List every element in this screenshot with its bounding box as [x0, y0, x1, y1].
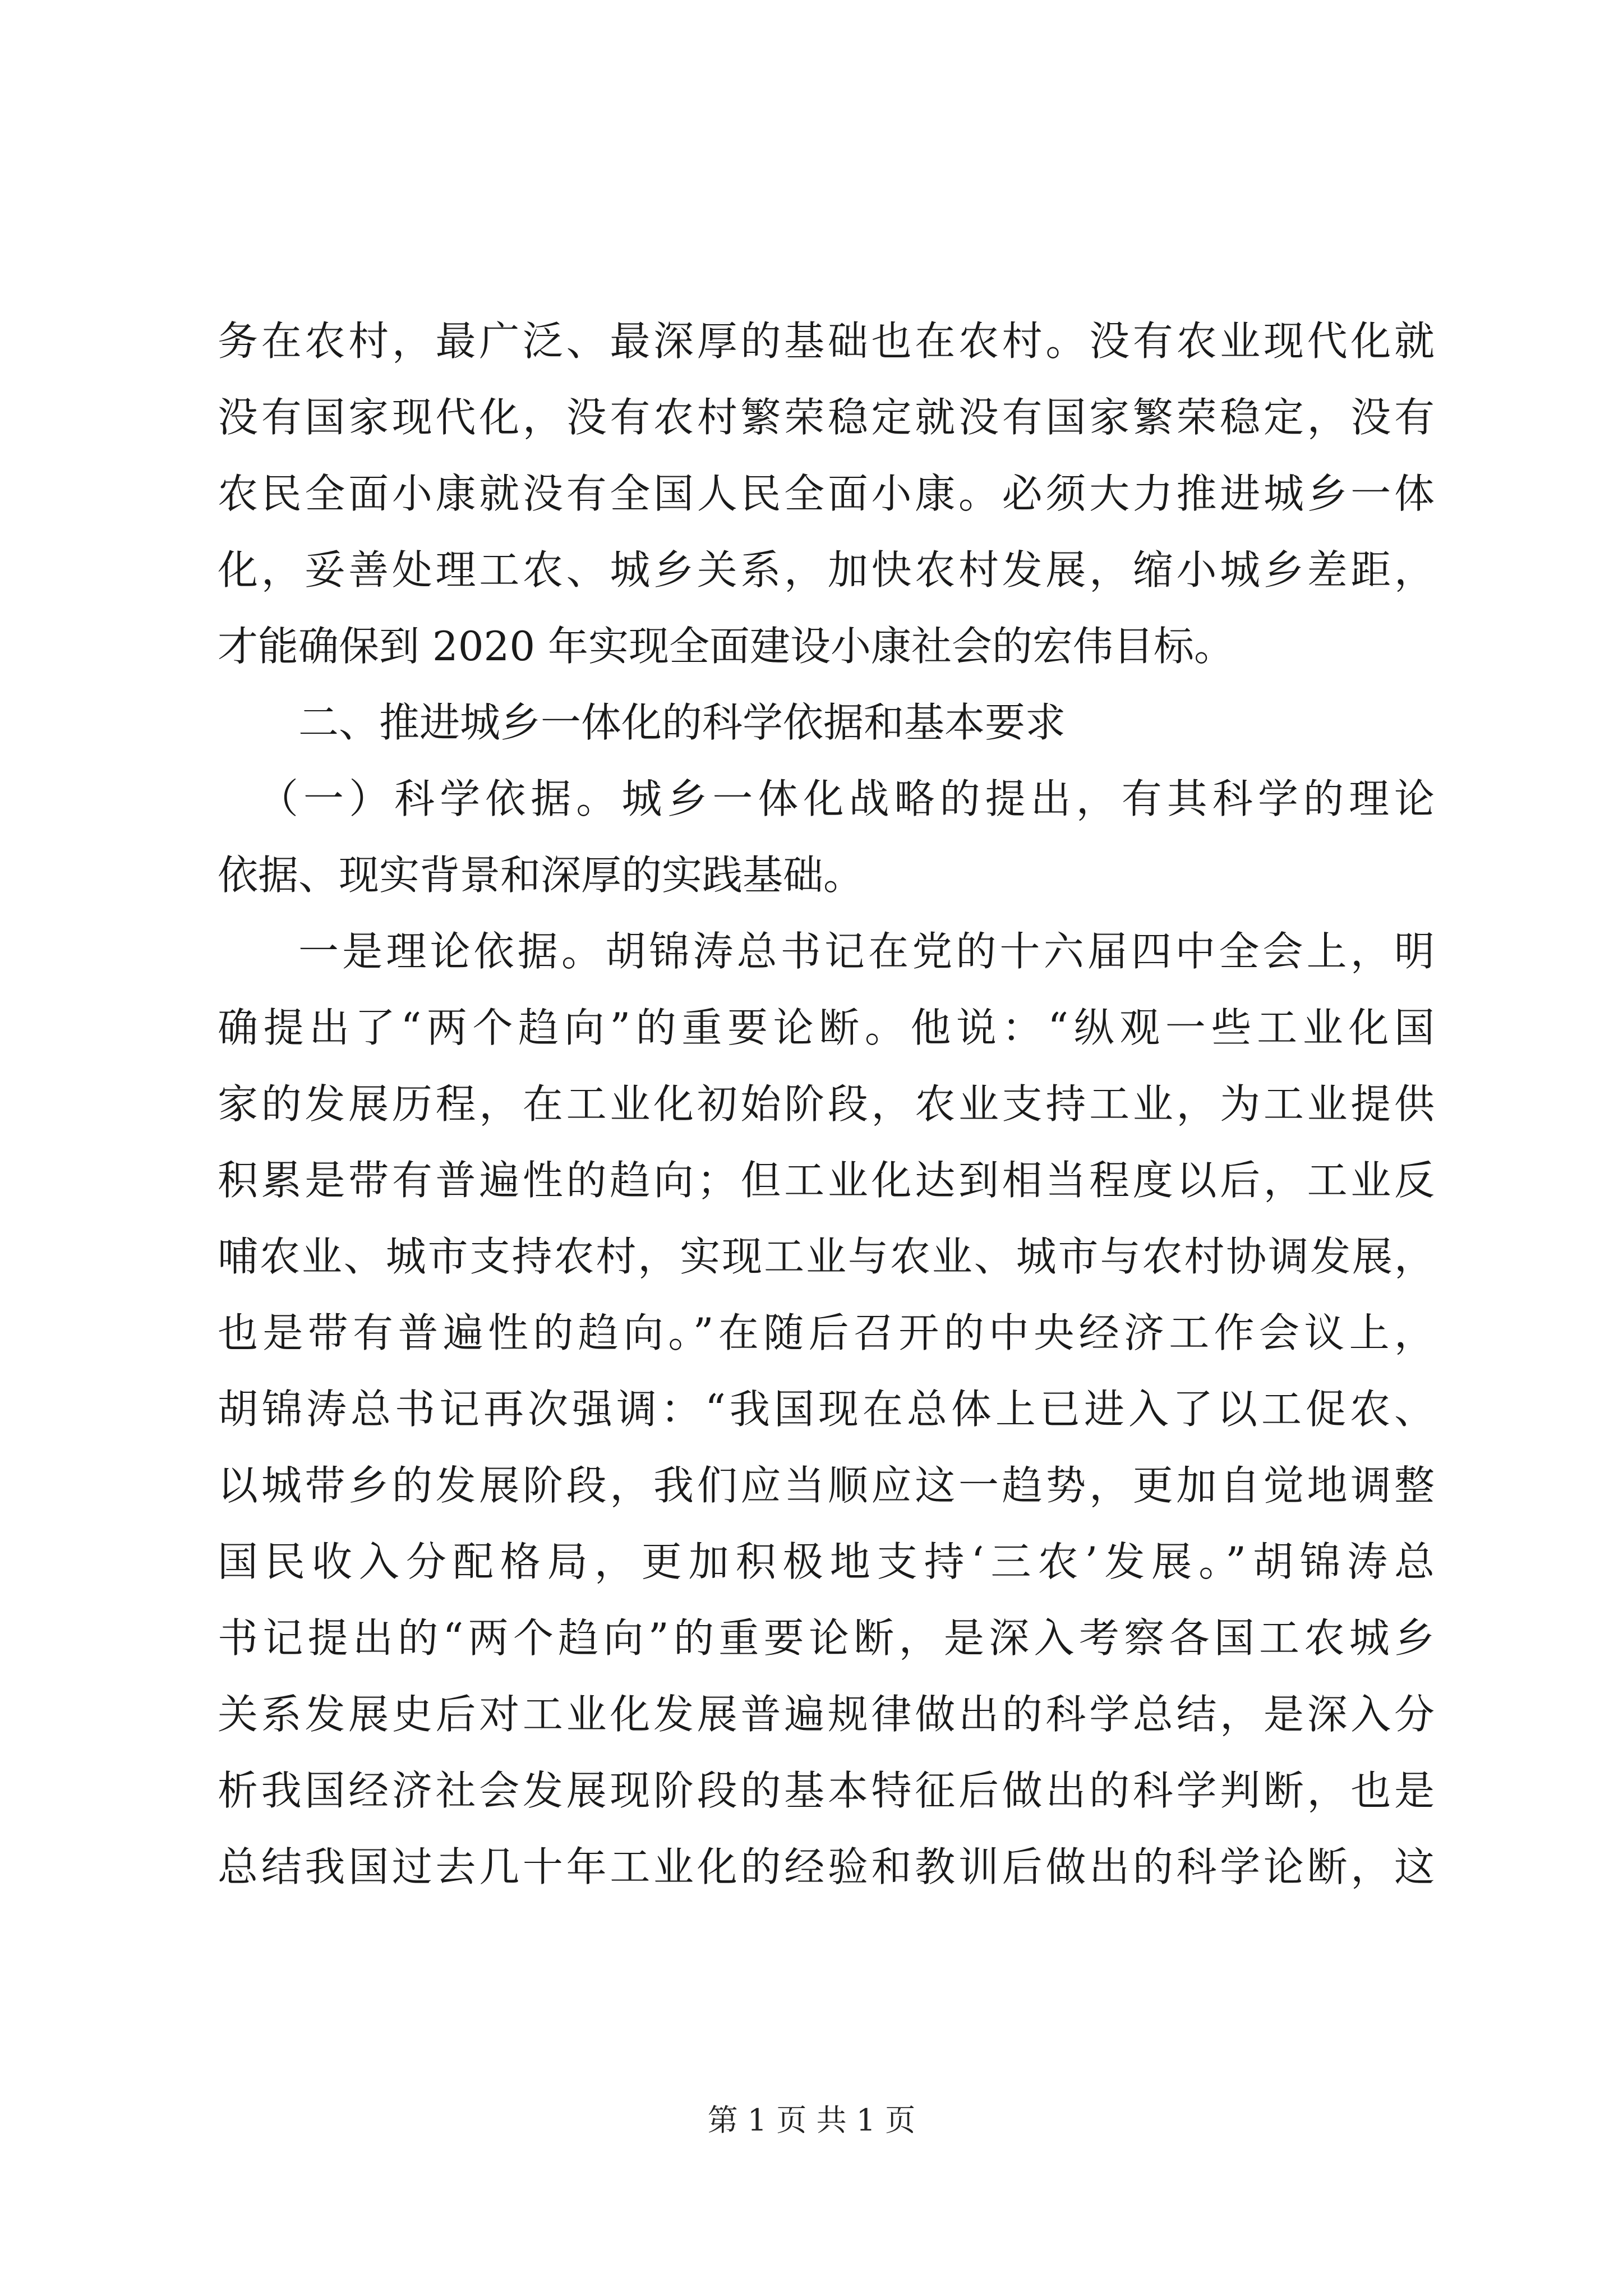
text-line: 积累是带有普遍性的趋向；但工业化达到相当程度以后，工业反	[218, 1157, 1435, 1204]
text-line: 以城带乡的发展阶段，我们应当顺应这一趋势，更加自觉地调整	[218, 1462, 1435, 1509]
section-heading: 二、推进城乡一体化的科学依据和基本要求	[298, 699, 1066, 746]
text-line: 也是带有普遍性的趋向。”在随后召开的中央经济工作会议上，	[218, 1309, 1435, 1356]
text-line: 务在农村，最广泛、最深厚的基础也在农村。没有农业现代化就	[218, 318, 1435, 365]
text-line: 依据、现实背景和深厚的实践基础。	[218, 852, 864, 899]
text-line: 确提出了“两个趋向”的重要论断。他说：“纵观一些工业化国	[218, 1004, 1435, 1051]
text-line: 没有国家现代化，没有农村繁荣稳定就没有国家繁荣稳定，没有	[218, 394, 1435, 441]
text-line: 哺农业、城市支持农村，实现工业与农业、城市与农村协调发展，	[218, 1233, 1435, 1280]
text-line: 析我国经济社会发展现阶段的基本特征后做出的科学判断，也是	[218, 1767, 1435, 1814]
text-line: 胡锦涛总书记再次强调：“我国现在总体上已进入了以工促农、	[218, 1386, 1435, 1433]
page-footer	[0, 2101, 1623, 2140]
subsection-heading: （一）科学依据。城乡一体化战略的提出，有其科学的理论	[258, 775, 1435, 822]
paragraph-start: 一是理论依据。胡锦涛总书记在党的十六届四中全会上，明	[298, 928, 1435, 975]
text-line: 家的发展历程，在工业化初始阶段，农业支持工业，为工业提供	[218, 1080, 1435, 1128]
text-line: 化，妥善处理工农、城乡关系，加快农村发展，缩小城乡差距，	[218, 546, 1435, 593]
page-number: 第 1 页 共 1 页	[707, 2102, 916, 2138]
text-line: 总结我国过去几十年工业化的经验和教训后做出的科学论断，这	[218, 1843, 1435, 1890]
text-line: 农民全面小康就没有全国人民全面小康。必须大力推进城乡一体	[218, 470, 1435, 517]
body-text	[218, 303, 1435, 1905]
text-line: 才能确保到 2020 年实现全面建设小康社会的宏伟目标。	[218, 623, 1235, 670]
text-line: 书记提出的“两个趋向”的重要论断，是深入考察各国工农城乡	[218, 1614, 1435, 1662]
text-line: 关系发展史后对工业化发展普遍规律做出的科学总结，是深入分	[218, 1691, 1435, 1738]
text-line: 国民收入分配格局，更加积极地支持‘三农’发展。”胡锦涛总	[218, 1538, 1435, 1585]
